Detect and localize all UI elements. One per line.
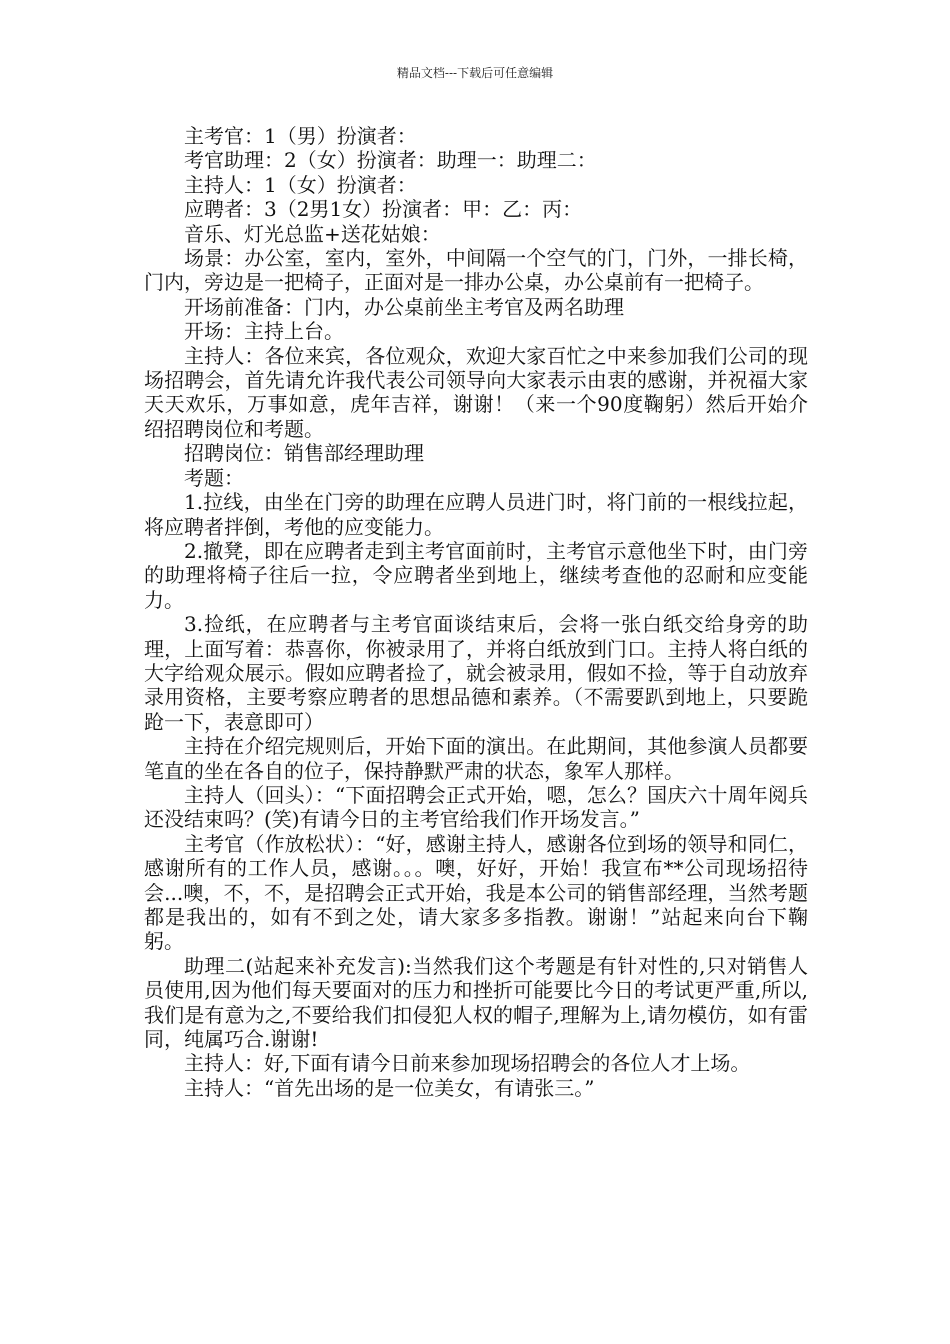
host-announcement: 主持人（回头）：“下面招聘会正式开始，嗯，怎么？国庆六十周年阅兵还没结束吗？(笑)有请今日的主考官给我们作开场发言。” [144,782,808,832]
page-header: 精品文档---下载后可任意编辑 [396,66,554,80]
assistant-speech: 助理二(站起来补充发言):当然我们这个考题是有针对性的,只对销售人员使用,因为他们每天要面对的压力和挫折可能要比今日的考试更严重,所以,我们是有意为之,不要给我们扣侵犯人权的帽子,理解为上,请勿模仿，如有雷同，纯属巧合.谢谢! [144,953,808,1052]
document-body [144,124,808,1100]
exam-item-1: 1.拉线，由坐在门旁的助理在应聘人员进门时，将门前的一根线拉起，将应聘者拌倒，考他的应变能力。 [144,490,808,539]
host-invite: 主持人：好,下面有请今日前来参加现场招聘会的各位人才上场。 [184,1051,751,1076]
cast-applicants: 应聘者：3（2男1女）扮演者：甲：乙：丙： [184,197,583,222]
scene-description: 场景：办公室，室内，室外，中间隔一个空气的门，门外，一排长椅，门内，旁边是一把椅子，正面对是一排办公桌，办公桌前有一把椅子。 [144,246,808,295]
cast-crew: 音乐、灯光总监+送花姑娘： [184,221,441,246]
host-first-applicant: 主持人：“首先出场的是一位美女，有请张三。” [184,1075,595,1100]
examiner-speech: 主考官（作放松状）：“好，感谢主持人，感谢各位到场的领导和同仁，感谢所有的工作人员，感谢。。。噢，好好，开始！我宣布**公司现场招待会...噢，不，不，是招聘会正式开始，我是本公司的销售部经理，当然考题都是我出的，如有不到之处，请大家多多指教。谢谢！”站起来向台下鞠躬。 [144,831,808,954]
cast-host: 主持人：1（女）扮演者： [184,172,417,197]
exam-title: 考题： [184,465,244,490]
cast-examiner: 主考官：1（男）扮演者： [184,124,417,148]
host-welcome: 主持人：各位来宾，各位观众，欢迎大家百忙之中来参加我们公司的现场招聘会，首先请允许我代表公司领导向大家表示由衷的感谢，并祝福大家天天欢乐，万事如意，虎年吉祥，谢谢！（来一个90度鞠躬）然后开始介绍招聘岗位和考题。 [144,343,808,441]
exam-item-3: 3.捡纸，在应聘者与主考官面谈结束后，会将一张白纸交给身旁的助理，上面写着：恭喜你，你被录用了，并将白纸放到门口。主持人将白纸的大字给观众展示。假如应聘者捡了，就会被录用，假如不捡，等于自动放弃录用资格，主要考察应聘者的思想品德和素养。（不需要趴到地上，只要跪跄一下，表意即可） [144,612,808,734]
exam-item-2: 2.撤凳，即在应聘者走到主考官面前时，主考官示意他坐下时，由门旁的助理将椅子往后一拉，令应聘者坐到地上，继续考查他的忍耐和应变能力。 [144,538,808,612]
cast-assistants: 考官助理：2（女）扮演者：助理一：助理二： [184,148,597,173]
pre-opening: 开场前准备：门内，办公桌前坐主考官及两名助理 [184,294,624,319]
rules-performance: 主持在介绍完规则后，开始下面的演出。在此期间，其他参演人员都要笔直的坐在各自的位子，保持静默严肃的状态，象军人那样。 [144,734,808,783]
recruiting-position: 招聘岗位：销售部经理助理 [184,441,424,466]
opening: 开场：主持上台。 [184,319,344,344]
